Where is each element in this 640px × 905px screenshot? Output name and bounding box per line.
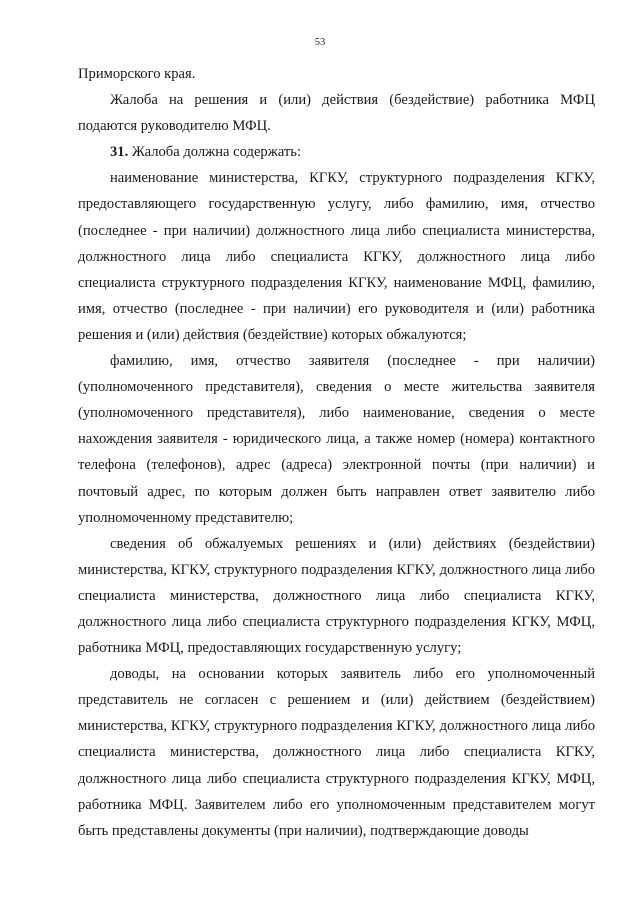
document-body: [78, 61, 595, 844]
page-number: 53: [314, 37, 326, 48]
item-number: 31.: [110, 144, 129, 161]
paragraph-applicant-details: фамилию, имя, отчество заявителя (последнее - при наличии) (уполномоченного представителя), сведения о месте жительства заявителя (уполномоченного представителя), либо наименование, сведения о месте нахождения заявителя - юридического лица, а также номер (номера) контактного телефона (телефонов), адрес (адреса) электронной почты (при наличии) и почтовый адрес, по которым должен быть направлен ответ заявителю либо уполномоченному представителю;: [78, 353, 595, 526]
item-31-text: Жалоба должна содержать:: [128, 144, 302, 161]
paragraph-name-of-ministry: наименование министерства, КГКУ, структурного подразделения КГКУ, предоставляющего государственную услугу, либо фамилию, имя, отчество (последнее - при наличии) должностного лица либо специалиста министерства, должностного лица либо специалиста КГКУ, должностного лица либо специалиста структурного подразделения КГКУ, наименование МФЦ, фамилию, имя, отчество (последнее - при наличии) его руководителя и (или) работника решения и (или) действия (бездействие) которых обжалуются;: [78, 170, 595, 343]
paragraph-item-31: [78, 139, 595, 165]
paragraph-continuation: Приморского края.: [78, 66, 196, 82]
paragraph-arguments: доводы, на основании которых заявитель либо его уполномоченный представитель не согласен с решением и (или) действием (бездействием) министерства, КГКУ, структурного подразделения КГКУ, должностного лица либо специалиста министерства, должностного лица либо специалиста КГКУ, должностного лица либо специалиста структурного подразделения КГКУ, МФЦ, работника МФЦ. Заявителем либо его уполномоченным представителем могут быть представлены документы (при наличии), подтверждающие доводы: [78, 666, 595, 839]
paragraph-complaint-mfc: Жалоба на решения и (или) действия (бездействие) работника МФЦ подаются руководителю МФЦ.: [78, 92, 595, 135]
paragraph-appealed-decisions: сведения об обжалуемых решениях и (или) действиях (бездействии) министерства, КГКУ, структурного подразделения КГКУ, должностного лица либо специалиста министерства, должностного лица либо специалиста КГКУ, должностного лица либо специалиста структурного подразделения КГКУ, МФЦ, работника МФЦ, предоставляющих государственную услугу;: [78, 535, 595, 657]
